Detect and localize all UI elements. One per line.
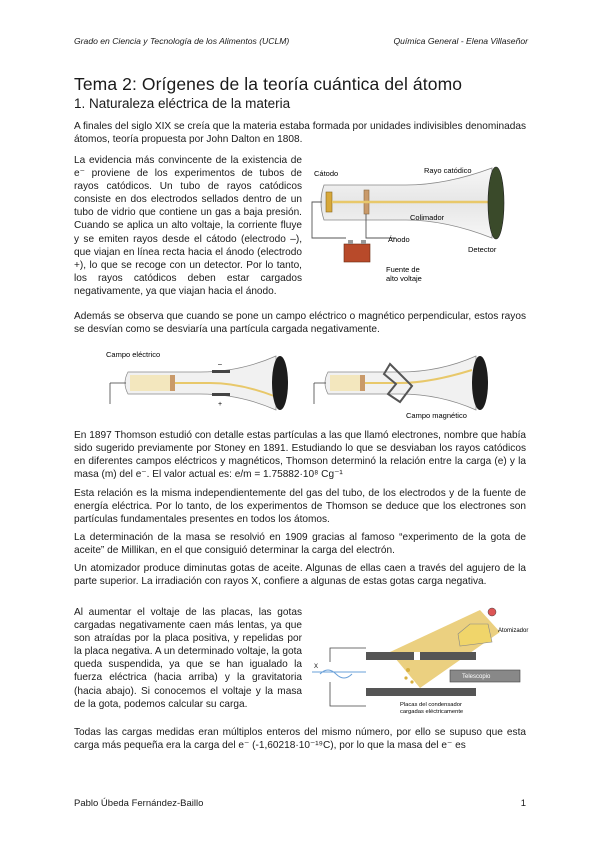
paragraph-dalton: A finales del siglo XIX se creía que la materia estaba formada por unidades indivisibles denominadas átomos, teoría propuesta por John Dalton en 1808. [74,121,526,146]
label-fuente-1: Fuente de [386,265,420,274]
page-title: Tema 2: Orígenes de la teoría cuántica del átomo [74,74,463,94]
paragraph-millikan: La determinación de la masa se resolvió en 1909 gracias al famoso “experimento de la gota de aceite” de Millikan, en el que consiguió determinar la carga del electrón. [74,532,526,557]
label-anodo: Ánodo [388,235,410,244]
label-fuente-2: alto voltaje [386,274,422,283]
label-catodo: Cátodo [314,169,339,178]
label-detector: Detector [468,245,497,254]
upper-plate [212,370,230,373]
cathode-ray-tube-figure [306,160,532,292]
label-campo-magnetico: Campo magnético [406,411,467,420]
label-xray: X [314,664,319,670]
lower-plate [212,393,230,396]
paragraph-thomson: En 1897 Thomson estudió con detalle estas partículas a las que llamó electrones, nombre que había sido sugerido previamente por Stoney en 1891. Estudiando lo que se desviaban los rayos catódicos en diferentes campos eléctricos y magnéticos, Thomson determinó la relación entre la carga (e) y la masa (m) del e⁻. El valor actual es: e/m = 1.75882·10⁸ Cg⁻¹ [74,430,526,481]
label-placas-1: Placas del condensador [400,702,462,708]
section-title: 1. Naturaleza eléctrica de la materia [74,96,291,111]
top-plate [366,652,476,660]
label-rayo-catodico: Rayo catódico [424,166,472,175]
label-telescopio: Telescopio [462,674,491,680]
paragraph-atomizer: Un atomizador produce diminutas gotas de aceite. Algunas de ellas caen a través del agujero de la parte superior. La irradiación con rayos X, confiere a algunas de estas gotas carga negativa. [74,563,526,588]
header-course: Grado en Ciencia y Tecnología de los Alimentos (UCLM) [74,36,290,46]
paragraph-voltage: Al aumentar el voltaje de las placas, las gotas cargadas negativamente caen más lentas, ya que son atraídas por la placa positiva, y repelidas por la placa negativa. A un determinado voltaje, la gota queda suspendida, ya que se han igualado la fuerza eléctrica (hacia arriba) y la gravitatoria (hacia abajo). Si conocemos el voltaje y la masa de la gota, podemos calcular su carga. [74,607,302,710]
oil-drop-figure [310,602,530,722]
header-author: Química General - Elena Villaseñor [393,36,528,46]
page-number: 1 [520,798,526,809]
paragraph-charge: Todas las cargas medidas eran múltiplos enteros del mismo número, por ello se supuso que esta carga más pequeña era la carga del e⁻ (-1,60218·10⁻¹⁹C), por lo que la masa del e⁻ es [74,727,526,752]
cathode-electrode [326,192,332,212]
label-campo-electrico: Campo eléctrico [106,350,161,359]
label-atomizador: Atomizador [498,628,529,634]
field-deflection-figure [100,346,500,422]
paragraph-fundamental: Esta relación es la misma independientemente del gas del tubo, de los electrodos y de la fuente de energía eléctrica. Por lo tanto, de los experimentos de Thomson se deduce que los electrones son partículas fundamentales presentes en todos los átomos. [74,488,526,526]
plate-minus: – [218,361,222,368]
battery-icon [344,244,370,262]
paragraph-deflection: Además se observa que cuando se pone un campo eléctrico o magnético perpendicular, estos rayos se desvían como se desviaría una partícula cargada negativamente. [74,311,526,336]
label-colimador: Colimador [410,213,445,222]
footer-author: Pablo Úbeda Fernández-Baillo [74,798,204,809]
bottom-plate [366,688,476,696]
detector-screen [488,167,504,239]
paragraph-cathode-rays: La evidencia más convincente de la existencia de e⁻ proviene de los experimentos de tubos de rayos catódicos. Un tubo de rayos catódicos consiste en dos electrodos sellados dentro de un tubo de vidrio que contiene un gas a baja presión. Cuando se aplica un alto voltaje, la corriente fluye y se emiten rayos desde el cátodo (electrodo –), que viajan en línea recta hacia el ánodo (electrodo +), lo que se recoge con un detector. Por lo tanto, los rayos catódicos deben estar cargados negativamente, ya que viajan hacia el ánodo. [74,155,302,297]
label-placas-2: cargadas eléctricamente [400,709,464,715]
plate-plus: + [218,401,223,408]
